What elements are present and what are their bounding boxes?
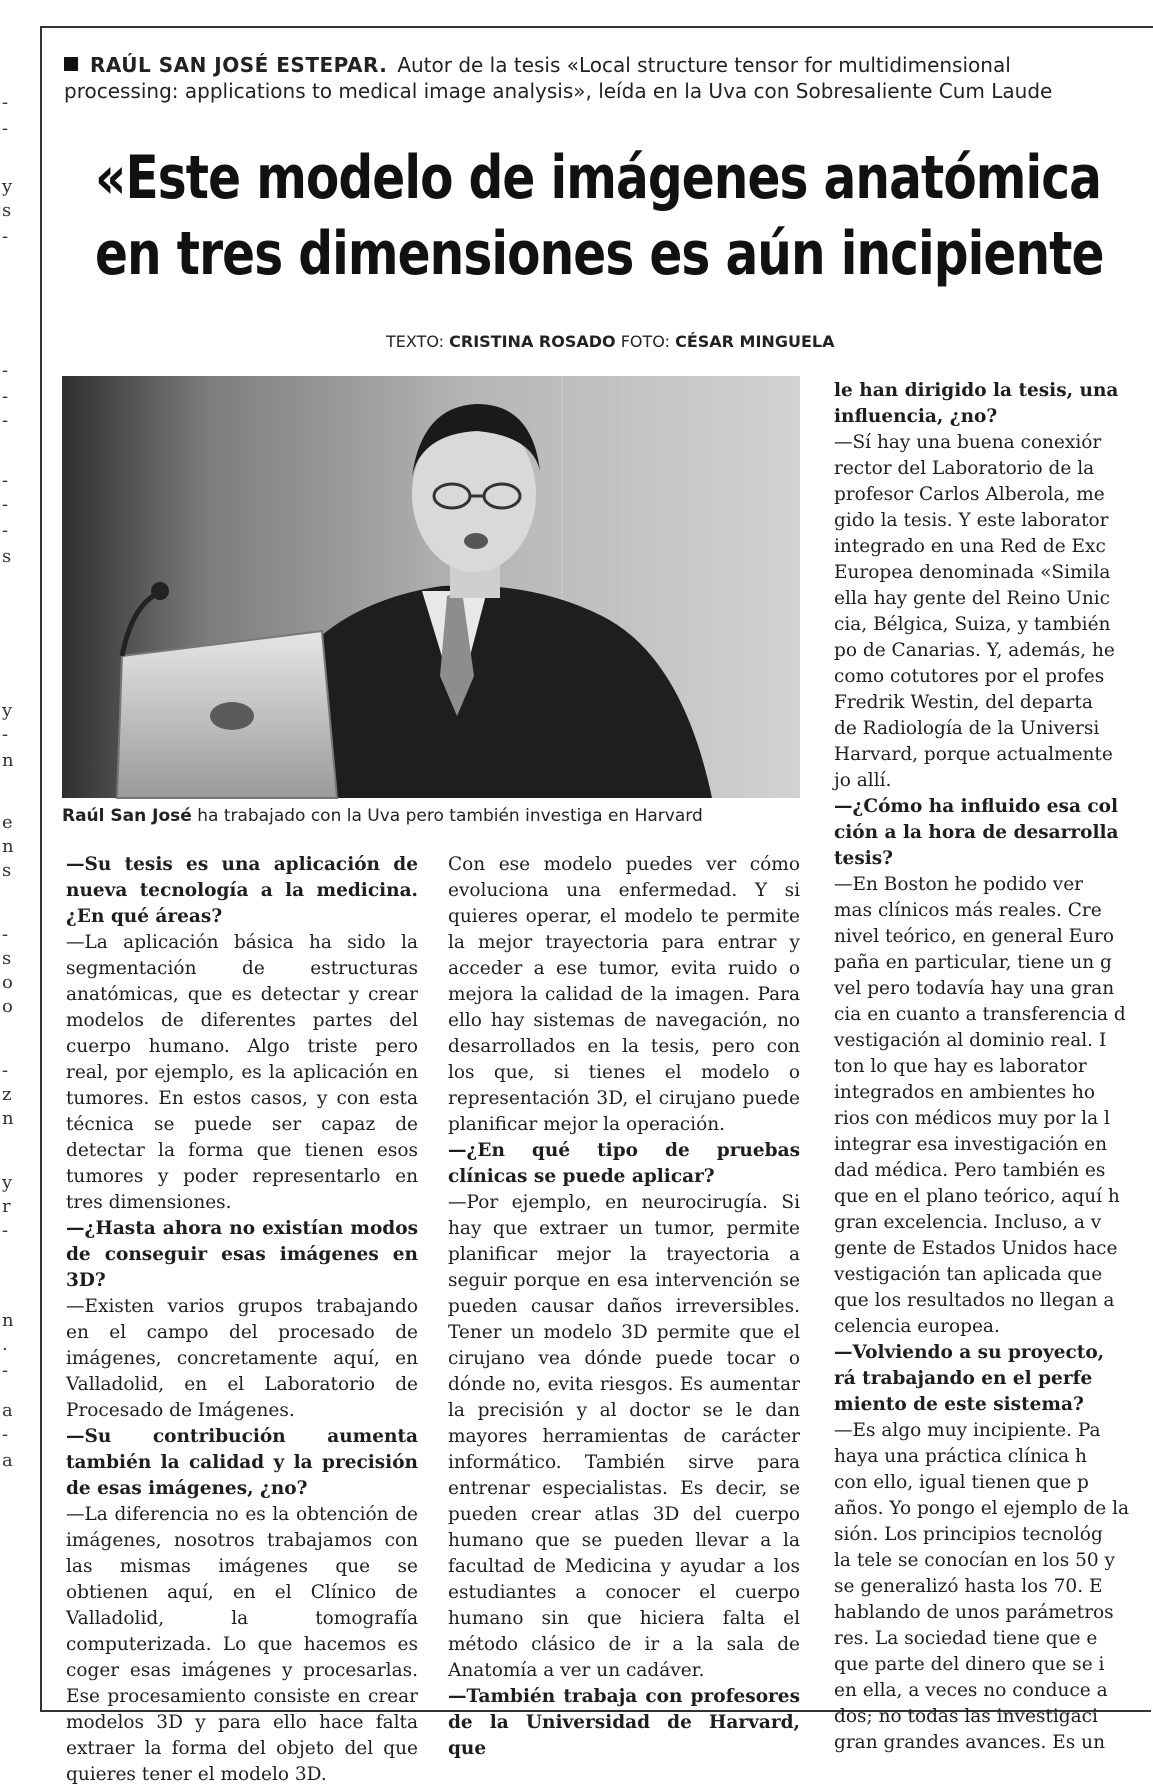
answer-paragraph: —La aplicación básica ha sido la segmentación de estructuras anatómicas, que es detectar y crear modelos de diferentes partes del cuerpo humano. Algo triste pero real, por ejemplo, es la aplicación en tumores. En estos casos, y con esta técnica se puede ser capaz de detectar la forma que tienen esos tumores y poder representarlo en tres dimensiones. [66,932,418,1213]
margin-fragment: - [2,494,9,515]
margin-fragment: - [2,360,9,381]
answer-paragraph: cia, Bélgica, Suiza, y también [834,614,1111,635]
credits-text-author: CRISTINA ROSADO [449,332,616,351]
answer-paragraph: paña en particular, tiene un g [834,952,1112,973]
margin-fragment: a [2,1450,13,1471]
margin-fragment: - [2,226,9,247]
margin-fragment: n [2,836,14,857]
answer-paragraph: —Existen varios grupos trabajando en el campo del procesado de imágenes, concretamente aquí, en Valladolid, en el Laboratorio de Procesado de Imágenes. [66,1296,418,1421]
credits-photo-label: FOTO: [620,332,670,351]
caption-text: ha trabajado con la Uva pero también investiga en Harvard [197,806,703,826]
kicker-line2: processing: applications to medical image analysis», leída en la Uva con Sobresaliente Cum Laude [64,79,1053,103]
question-paragraph: miento de este sistema? [834,1394,1084,1415]
answer-paragraph: se generalizó hasta los 70. E [834,1576,1103,1597]
margin-fragment: s [2,546,12,567]
credits [386,332,834,351]
answer-paragraph: Con ese modelo puedes ver cómo evoluciona una enfermedad. Y si quieres operar, el modelo te permite la mejor trayectoria para entrar y acceder a ese tumor, evita ruido o mejora la calidad de la imagen. Para ello hay sistemas de navegación, no desarrollados en la tesis, pero con los que, si tienes el modelo o representación 3D, el cirujano puede planificar mejor la operación. [448,854,800,1135]
question-paragraph: le han dirigido la tesis, una [834,380,1119,401]
answer-paragraph: integrados en ambientes ho [834,1082,1096,1103]
article-column-2 [448,852,800,1759]
caption-name: Raúl San José [62,806,192,826]
answer-paragraph: dad médica. Pero también es [834,1160,1106,1181]
answer-paragraph: res. La sociedad tiene que e [834,1628,1098,1649]
question-paragraph: influencia, ¿no? [834,406,998,427]
answer-paragraph: —Sí hay una buena conexiór [834,432,1102,453]
answer-paragraph: con ello, igual tienen que p [834,1472,1089,1493]
answer-paragraph: profesor Carlos Alberola, me [834,484,1105,505]
margin-fragment: - [2,1424,9,1445]
photo-speaker [62,376,800,798]
margin-fragment: - [2,1220,9,1241]
answer-paragraph: cia en cuanto a transferencia d [834,1004,1126,1025]
margin-fragment: y [2,176,13,197]
margin-fragment: - [2,1060,9,1081]
answer-paragraph: rios con médicos muy por la l [834,1108,1110,1129]
margin-fragment: s [2,860,12,881]
answer-paragraph: nivel teórico, en general Euro [834,926,1115,947]
margin-fragment: o [2,972,13,993]
margin-fragment: n [2,750,14,771]
answer-paragraph: la tele se conocían en los 50 y [834,1550,1115,1571]
answer-paragraph: que en el plano teórico, aquí h [834,1186,1120,1207]
answer-paragraph: ella hay gente del Reino Unic [834,588,1111,609]
answer-paragraph: vestigación tan aplicada que [834,1264,1103,1285]
answer-paragraph: ton lo que hay es laborator [834,1056,1087,1077]
margin-fragment: z [2,1084,12,1105]
question-paragraph: —¿En qué tipo de pruebas clínicas se puede aplicar? [448,1140,800,1187]
kicker [64,52,1144,104]
credits-photo-author: CÉSAR MINGUELA [675,332,835,351]
question-paragraph: —También trabaja con profesores de la Universidad de Harvard, que [448,1686,800,1759]
kicker-line1: Autor de la tesis «Local structure tensor for multidimensional [397,53,1011,77]
credits-text-label: TEXTO: [386,332,445,351]
margin-fragment: o [2,996,13,1017]
margin-fragment: - [2,724,9,745]
question-paragraph: —Volviendo a su proyecto, [834,1342,1105,1363]
kicker-square-icon [64,57,78,71]
answer-paragraph: vel pero todavía hay una gran [834,978,1115,999]
left-margin-fragments [0,0,30,1726]
margin-fragment: - [2,924,9,945]
answer-paragraph: vestigación al dominio real. I [834,1030,1107,1051]
answer-paragraph: —En Boston he podido ver [834,874,1083,895]
answer-paragraph: mas clínicos más reales. Cre [834,900,1102,921]
question-paragraph: —¿Cómo ha influido esa col [834,796,1119,817]
margin-fragment: - [2,92,9,113]
margin-fragment: - [2,386,9,407]
answer-paragraph: dos; no todas las investigaci [834,1706,1098,1727]
question-paragraph: rá trabajando en el perfe [834,1368,1093,1389]
answer-paragraph: po de Canarias. Y, además, he [834,640,1115,661]
answer-paragraph: integrar esa investigación en [834,1134,1108,1155]
kicker-name: RAÚL SAN JOSÉ ESTEPAR. [90,53,388,77]
answer-paragraph: hablando de unos parámetros [834,1602,1114,1623]
headline-line2: en tres dimensiones es aún incipiente [95,219,1104,289]
answer-paragraph: gente de Estados Unidos hace [834,1238,1118,1259]
margin-fragment: s [2,948,12,969]
answer-paragraph: gran excelencia. Incluso, a v [834,1212,1102,1233]
answer-paragraph: haya una práctica clínica h [834,1446,1087,1467]
answer-paragraph: Fredrik Westin, del departa [834,692,1093,713]
answer-paragraph: que parte del dinero que se i [834,1654,1105,1675]
margin-fragment: n [2,1310,14,1331]
photo-caption [62,806,802,826]
article-column-1 [66,852,418,1785]
question-paragraph: —¿Hasta ahora no existían modos de conseguir esas imágenes en 3D? [66,1218,418,1291]
answer-paragraph: Harvard, porque actualmente [834,744,1113,765]
margin-fragment: a [2,1400,13,1421]
question-paragraph: tesis? [834,848,894,869]
margin-fragment: s [2,200,12,221]
margin-fragment: n [2,1108,14,1129]
answer-paragraph: celencia europea. [834,1316,1000,1337]
answer-paragraph: de Radiología de la Universi [834,718,1100,739]
margin-fragment: y [2,700,13,721]
answer-paragraph: en ella, a veces no conduce a [834,1680,1108,1701]
margin-fragment: . [2,1334,8,1355]
margin-fragment: y [2,1172,13,1193]
answer-paragraph: rector del Laboratorio de la [834,458,1095,479]
answer-paragraph: que los resultados no llegan a [834,1290,1115,1311]
margin-fragment: - [2,520,9,541]
margin-fragment: - [2,1360,9,1381]
answer-paragraph: integrado en una Red de Exc [834,536,1106,557]
answer-paragraph: como cotutores por el profes [834,666,1105,687]
margin-fragment: e [2,812,13,833]
headline-line1: «Este modelo de imágenes anatómica [95,143,1102,213]
headline [95,140,1104,292]
question-paragraph: —Su tesis es una aplicación de nueva tecnología a la medicina. ¿En qué áreas? [66,854,418,927]
answer-paragraph: Europea denominada «Simila [834,562,1111,583]
margin-fragment: - [2,410,9,431]
answer-paragraph: gran grandes avances. Es un [834,1732,1106,1753]
answer-paragraph: —La diferencia no es la obtención de imágenes, nosotros trabajamos con las mismas imágenes que se obtienen aquí, en el Clínico de Valladolid, la tomografía computerizada. Lo que hacemos es coger esas imágenes y procesarlas. Ese procesamiento consiste en crear modelos 3D y para ello hace falta extraer la forma del objeto del que quieres tener el modelo 3D. [66,1504,418,1785]
margin-fragment: - [2,118,9,139]
question-paragraph: —Su contribución aumenta también la calidad y la precisión de esas imágenes, ¿no? [66,1426,418,1499]
answer-paragraph: jo allí. [834,770,892,791]
answer-paragraph: años. Yo pongo el ejemplo de la [834,1498,1130,1519]
margin-fragment: r [2,1196,11,1217]
photo-illustration [62,376,800,798]
answer-paragraph: gido la tesis. Y este laborator [834,510,1109,531]
answer-paragraph: —Por ejemplo, en neurocirugía. Si hay que extraer un tumor, permite planificar mejor la trayectoria a seguir porque en esa intervención se pueden causar daños irreversibles. Tener un modelo 3D permite que el cirujano vea dónde puede tocar o dónde no, evita riesgos. Es aumentar la precisión y al doctor se le dan mayores herramientas de carácter informático. También sirve para entrenar especialistas. Es decir, se pueden crear atlas 3D del cuerpo humano que se pueden llevar a la facultad de Medicina y ayudar a los estudiantes a conocer el cuerpo humano sin que hiciera falta el método clásico de ir a la sala de Anatomía a ver un cadáver. [448,1192,800,1681]
answer-paragraph: sión. Los principios tecnológ [834,1524,1103,1545]
margin-fragment: - [2,470,9,491]
question-paragraph: ción a la hora de desarrolla [834,822,1119,843]
article-column-3 [834,378,1151,1753]
answer-paragraph: —Es algo muy incipiente. Pa [834,1420,1101,1441]
